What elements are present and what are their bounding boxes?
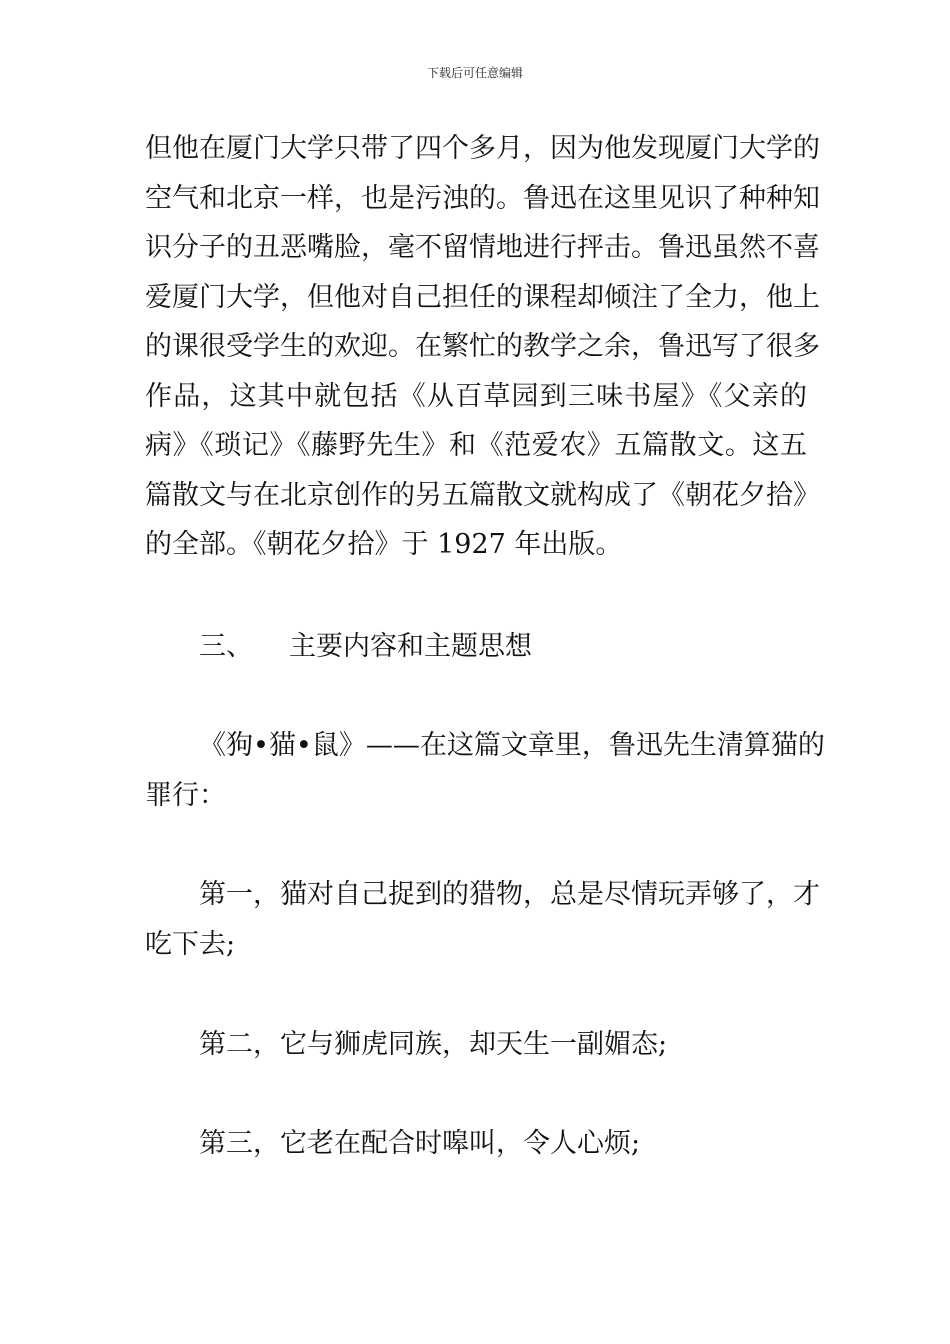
paragraph-line: 但他在厦门大学只带了四个多月，因为他发现厦门大学的 xyxy=(145,133,820,164)
paragraph-line: 《狗•猫•鼠》——在这篇文章里，鲁迅先生清算猫的 xyxy=(199,730,825,761)
paragraph-line: 罪行： xyxy=(145,779,226,811)
paragraph-line: 第二，它与狮虎同族，却天生一副媚态; xyxy=(199,1029,668,1060)
paragraph-line: 爱厦门大学，但他对自己担任的课程却倾注了全力，他上 xyxy=(145,281,820,313)
paragraph-line: 吃下去; xyxy=(145,928,236,960)
paragraph-line: 作品，这其中就包括《从百草园到三味书屋》《父亲的 xyxy=(145,380,807,412)
section-heading xyxy=(145,622,807,672)
paragraph-line: 空气和北京一样，也是污浊的。鲁迅在这里见识了种种知 xyxy=(145,182,820,214)
paragraph-crime-second xyxy=(145,1020,807,1070)
header-note: 下载后可任意编辑 xyxy=(426,66,523,80)
section-number: 三、 xyxy=(199,631,253,662)
paragraph-crime-first xyxy=(145,870,820,969)
section-title: 主要内容和主题思想 xyxy=(289,631,532,662)
paragraph-line: 篇散文与在北京创作的另五篇散文就构成了《朝花夕拾》 xyxy=(145,479,820,511)
paragraph-line: 第三，它老在配合时嗥叫，令人心烦; xyxy=(199,1128,641,1159)
paragraph-line: 的全部。《朝花夕拾》于 1927 年出版。 xyxy=(145,529,623,560)
paragraph-line: 病》《琐记》《藤野先生》和《范爱农》五篇散文。这五 xyxy=(145,430,807,461)
paragraph-dog-cat-mouse xyxy=(145,721,825,820)
paragraph-line: 第一，猫对自己捉到的猎物，总是尽情玩弄够了，才 xyxy=(199,879,820,910)
paragraph-history xyxy=(145,124,820,570)
paragraph-crime-third xyxy=(145,1119,807,1169)
paragraph-line: 识分子的丑恶嘴脸，毫不留情地进行抨击。鲁迅虽然不喜 xyxy=(145,232,820,263)
paragraph-line: 的课很受学生的欢迎。在繁忙的教学之余，鲁迅写了很多 xyxy=(145,331,820,362)
section-heading-line xyxy=(145,622,807,672)
